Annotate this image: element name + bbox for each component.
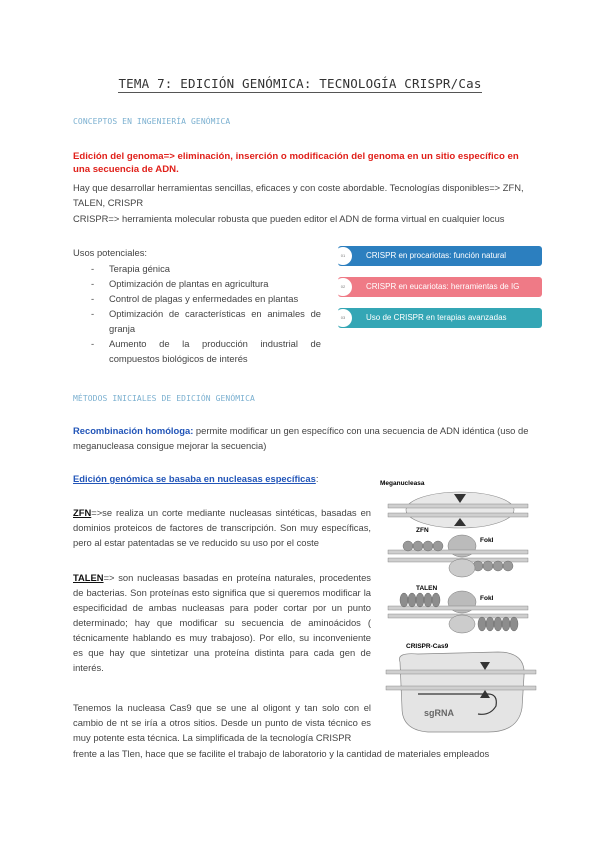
list-item: - Terapia génica <box>73 261 321 276</box>
crispr-pill-2 <box>338 277 542 297</box>
talen-label: TALEN <box>73 572 104 583</box>
foki-label-2: FokI <box>480 595 494 602</box>
pill-number: 03 <box>334 309 352 327</box>
pill-number: 01 <box>334 247 352 265</box>
intro-paragraph-crispr: CRISPR=> herramienta molecular robusta que pueden editor el ADN de forma virtual en cualquier locus <box>73 213 505 224</box>
section-heading-methods: MÉTODOS INICIALES DE EDICIÓN GENÓMICA <box>73 394 255 403</box>
pill-label: CRISPR en procariotas: función natural <box>366 251 507 260</box>
list-item: - Optimización de plantas en agricultura <box>73 276 321 291</box>
cas9-paragraph: Tenemos la nucleasa Cas9 que se une al oligont y tan solo con el cambio de nt se iría a otros sitios. Desde un punto de vista técnico es muy potente esta técnica. La simplificada de la tecnología CRISPR <box>73 702 371 743</box>
foki-label-1: FokI <box>480 537 494 544</box>
crispr-pill-1 <box>338 246 542 266</box>
sgrna-label: sgRNA <box>424 708 455 718</box>
pill-label: CRISPR en eucariotas: herramientas de IG <box>366 282 520 291</box>
uses-heading: Usos potenciales: <box>73 247 147 258</box>
pill-number: 02 <box>334 278 352 296</box>
homologous-recombination-text: permite modificar un gen específico con una secuencia de ADN idéntica (uso de meganucleasa consigue mejorar la secuencia) <box>73 425 529 451</box>
section-heading-concepts: CONCEPTOS EN INGENIERÍA GENÓMICA <box>73 117 231 126</box>
list-item: - Aumento de la producción industrial de compuestos biológicos de interés <box>73 336 321 366</box>
crispr-pill-3 <box>338 308 542 328</box>
pill-label: Uso de CRISPR en terapias avanzadas <box>366 313 507 322</box>
talen-text: => son nucleasas basadas en proteína naturales, procedentes de bacterias. Son proteínas esto significa que si queremos modificar la especificidad de ambas nucleasas para poder cortar por un punto determinado; hay que modificar su secuencia de aminoácidos ( técnicamente hablando es muy trabajoso). Por ello, su inconveniente es que hay que sintetizar una proteína distinta para cada gen de interés. <box>73 572 371 673</box>
nucleases-heading-text: Edición genómica se basaba en nucleasas específicas <box>73 473 316 484</box>
genome-editing-definition: Edición del genoma=> eliminación, inserción o modificación del genoma en un sitio específico en una secuencia de ADN. <box>73 151 519 175</box>
uses-list <box>73 261 321 366</box>
page-title: TEMA 7: EDICIÓN GENÓMICA: TECNOLOGÍA CRISPR/Cas <box>118 76 482 91</box>
homologous-recombination-label: Recombinación homóloga: <box>73 425 194 436</box>
nucleases-heading-colon: : <box>315 473 319 484</box>
crispr-cas9-label: CRISPR-Cas9 <box>406 643 449 650</box>
talen-paragraph <box>73 570 371 675</box>
nuclease-comparison-figure <box>378 476 538 738</box>
homologous-recombination-paragraph <box>73 423 535 453</box>
zfn-label: ZFN <box>73 507 92 518</box>
talen-figure-label: TALEN <box>416 585 438 592</box>
zfn-paragraph <box>73 505 371 550</box>
cas9-protein <box>399 652 524 732</box>
nucleases-heading <box>73 471 318 486</box>
zfn-text: =>se realiza un corte mediante nucleasas sintéticas, basadas en dominios proteicos de factores de transcripción. Son muy específicas, pero al estar patentadas se ve reducido su uso por el coste <box>73 507 371 548</box>
list-item: - Optimización de características en animales de granja <box>73 306 321 336</box>
meganuclease-label: Meganucleasa <box>380 480 425 487</box>
cas9-paragraph-end: frente a las Tlen, hace que se facilite el trabajo de laboratorio y la cantidad de materiales empleados <box>73 748 490 759</box>
list-item: - Control de plagas y enfermedades en plantas <box>73 291 321 306</box>
intro-paragraph-tools: Hay que desarrollar herramientas sencillas, eficaces y con coste abordable. Tecnologías disponibles=> ZFN, TALEN, CRISPR <box>73 182 524 208</box>
zfn-figure-label: ZFN <box>416 527 429 534</box>
